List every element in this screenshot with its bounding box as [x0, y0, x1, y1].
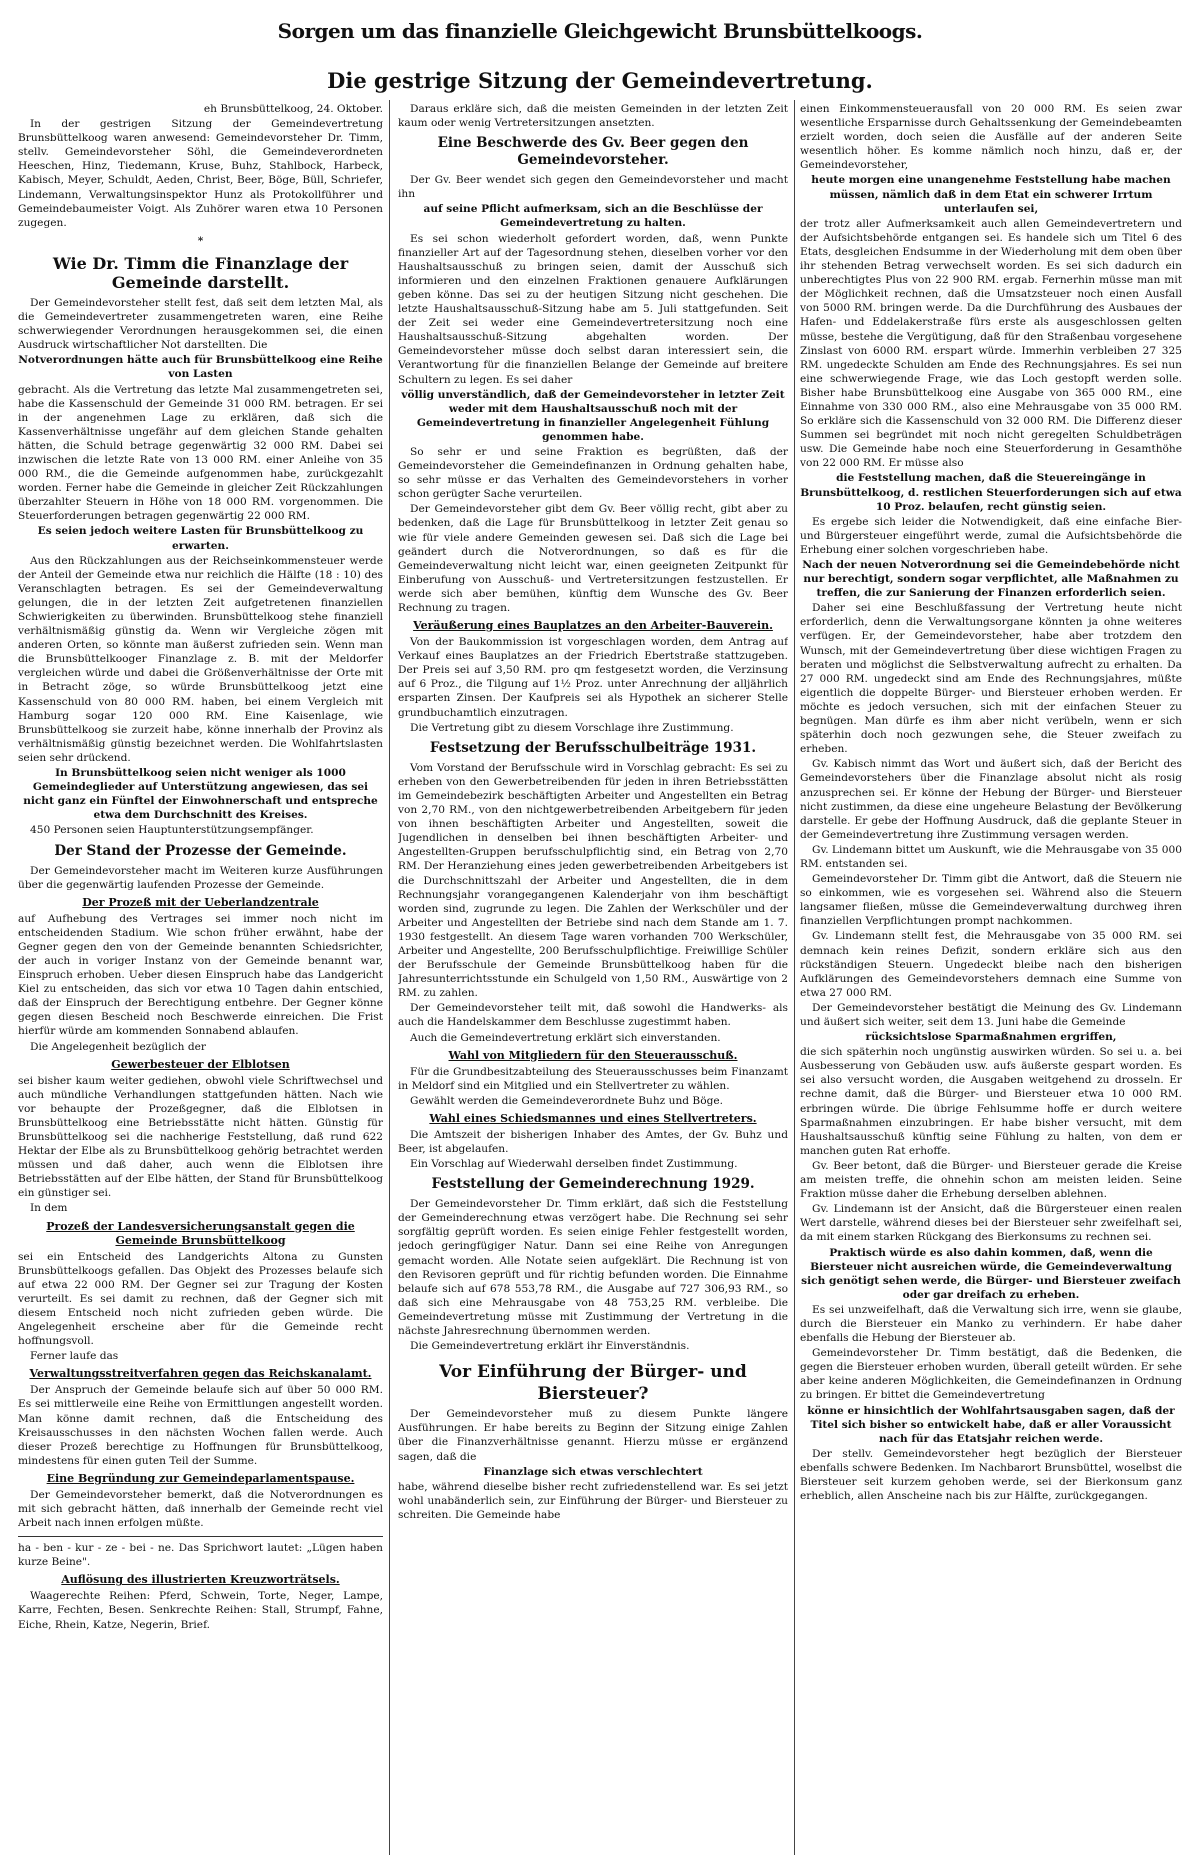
- paragraph: Die Amtszeit der bisherigen Inhaber des Amtes, der Gv. Buhz und Beer, ist abgelaufen.: [398, 1128, 788, 1155]
- bold-subheading: heute morgen eine unangenehme Feststellung habe machen müssen, nämlich daß in dem Etat ein schwerer Irrtum unterlaufen sei,: [811, 174, 1171, 215]
- subheading: Prozeß der Landesversicherungsanstalt gegen die Gemeinde Brunsbüttelkoog: [46, 1219, 355, 1247]
- paragraph: Vom Vorstand der Berufsschule wird in Vorschlag gebracht: Es sei zu erheben von den Gewerbetreibenden für jeden in ihren Betriebsstätten im Gemeindebezirk beschäftigten Arbeiter und Angestellten ein Betrag von 2,70 RM., von den nichtgewerbetreibenden Arbeitgebern für jeden von ihnen beschäftigten Arbeiter und Angestellten, soweit die Jugendlichen in denselben bei ihnen beschäftigten Arbeiter- und Angestellten-Gruppen berufsschulpflichtig sind, ein Betrag von 2,70 RM. Der Heranziehung eines jeden gewerbetreibenden Arbeitgebers ist die Durchschnittszahl der Arbeiter und Angestellten, die in dem Rechnungsjahr vorangegangenen Kalenderjahr von ihm beschäftigt worden sind, zugrunde zu legen. Die Zahlen der Werkschüler und der Arbeiter und Angestellten der Betriebe sind nach dem Stande am 1. 7. 1930 festgestellt. An diesem Tage waren vorhanden 700 Werkschüler, Arbeiter und Angestellte, 200 Berufsschulpflichtige. Freiwillige Schüler der Berufsschule der Gemeinde Brunsbüttelkoog haben für die Jahresunterrichtsstunde ein Schulgeld von 1,50 RM., Auswärtige von 2 RM. zu zahlen.: [398, 761, 788, 1000]
- paragraph: Gv. Kabisch nimmt das Wort und äußert sich, daß der Bericht des Gemeindevorstehers über die Finanzlage absolut nicht als rosig anzusprechen sei. Er könne der Hebung der Bürger- und Biersteuer nicht zustimmen, da diese eine ungeheure Belastung der Bevölkerung darstelle. Er gebe der Hoffnung Ausdruck, daß die geplante Steuer in der Gemeindevertretung ihre Zustimmung versagen werden.: [800, 758, 1182, 841]
- section-heading: Wie Dr. Timm die Finanzlage der Gemeinde darstellt.: [52, 253, 349, 292]
- section-heading: Vor Einführung der Bürger- und Biersteuer?: [439, 1362, 747, 1405]
- paragraph: sei ein Entscheid des Landgerichts Altona zu Gunsten Brunsbüttelkoogs gefallen. Das Objekt des Prozesses belaufe sich auf etwa 22 000 RM. Der Gegner sei zur Tragung der Kosten verurteilt. Es sei damit zu rechnen, daß der Gegner sich mit diesem Entscheid noch nicht zufrieden geben würde. Die Angelegenheit erscheine aber für die Gemeinde recht hoffnungsvoll.: [18, 1250, 383, 1348]
- bold-subheading: In Brunsbüttelkoog seien nicht weniger als 1000 Gemeindeglieder auf Unterstützung angewiesen, das sei nicht ganz ein Fünftel der Einwohnerschaft und entspreche etwa dem Durchschnitt des Kreises.: [23, 767, 378, 822]
- paragraph: Der stellv. Gemeindevorsteher hegt bezüglich der Biersteuer ebenfalls schwere Bedenken. Im Nachbarort Brunsbüttel, woselbst die Biersteuer seit kurzem gehoben werde, sei der Bierkonsum ganz erheblich, allen Anscheine nach bis zur Hälfte, zurückgegangen.: [800, 1447, 1182, 1503]
- paragraph: der trotz aller Aufmerksamkeit auch allen Gemeindevertretern und der Aufsichtsbehörde entgangen sei. Es handele sich um Titel 6 des Etats, desgleichen Endsumme in der Wiederholung mit dem oben über ihr stehenden Betrag verwechselt worden. Es sei sich dadurch ein unberechtigtes Plus von 22 900 RM. ergab. Fernerhin müsse man mit der Möglichkeit rechnen, daß die Umsatzsteuer noch einen Ausfall von 5000 RM. bringen werde. Da die Durchführung des Ausbaues der Hafen- und Eddelakerstraße fürs erste als ausgeschlossen gelten müsse, bestehe die Vergütigung, daß für den Straßenbau vorgesehene Zinslast von 6000 RM. erspart würde. Immerhin verbleiben 27 325 RM. ungedeckte Schulden am Ende des Rechnungsjahres. Es sei nun eine schwerwiegende Frage, wie das Loch gestopft werden solle. Bisher habe Brunsbüttelkoog eine Ausgabe von 365 000 RM., eine Einnahme von 330 000 RM., also eine Mehrausgabe von 35 000 RM. So erkläre sich die Kassenschuld von 32 000 RM. Die Differenz dieser Summen sei begründet mit noch nicht geregelten Schuldbeträgen usw. Die Gemeinde habe noch eine Steuerforderung in Gesamthöhe von 22 000 RM. Er müsse also: [800, 217, 1182, 470]
- paragraph: Die Angelegenheit bezüglich der: [30, 1040, 206, 1053]
- paragraph: Der Anspruch der Gemeinde belaufe sich auf über 50 000 RM. Es sei mittlerweile eine Reihe von Ermittlungen angestellt worden. Man könne damit rechnen, daß die Entscheidung des Kreisausschusses in den nächsten Wochen fallen werde. Auch dieser Prozeß berechtige zu Hoffnungen für Brunsbüttelkoog, mindestens für einen guten Teil der Summe.: [18, 1384, 383, 1467]
- paragraph: Der Gv. Beer wendet sich gegen den Gemeindevorsteher und macht ihn: [398, 174, 788, 201]
- paragraph: Der Gemeindevorsteher teilt mit, daß sowohl die Handwerks- als auch die Handelskammer dem Beschlusse zugestimmt haben.: [398, 1002, 788, 1029]
- subheading: Verwaltungsstreitverfahren gegen das Reichskanalamt.: [29, 1367, 372, 1381]
- paragraph: Waagerechte Reihen: Pferd, Schwein, Torte, Neger, Lampe, Karre, Fechten, Besen. Senkrechte Reihen: Stall, Strumpf, Fahne, Eiche, Rhein, Katze, Negerin, Brief.: [18, 1590, 383, 1631]
- bold-subheading: Es seien jedoch weitere Lasten für Brunsbüttelkoog zu erwarten.: [37, 525, 364, 552]
- bold-subheading: könne er hinsichtlich der Wohlfahrtsausgaben sagen, daß der Titel sich bisher so entwickelt habe, daß er aller Voraussicht nach für das Etatsjahr reichen werde.: [807, 1404, 1175, 1445]
- bold-subheading: völlig unverständlich, daß der Gemeindevorsteher in letzter Zeit weder mit dem Haushaltsausschuß noch mit der Gemeindevertretung in finanzieller Angelegenheit Fühlung genommen habe.: [401, 388, 785, 443]
- paragraph: Gewählt werden die Gemeindeverordnete Buhz und Böge.: [410, 1094, 723, 1107]
- paragraph: Daher sei eine Beschlußfassung der Vertretung heute nicht erforderlich, denn die Verwaltungsorgane könnten ja ohne weiteres verfügen. Er, der Gemeindevorsteher, habe aber trotzdem den Wunsch, mit der Gemeindevertretung über diese wichtigen Fragen zu beraten und möglichst die Selbstverwaltung aufrecht zu erhalten. Da 27 000 RM. ungedeckt sind am Ende des Rechnungsjahres, müßte eigentlich die doppelte Bürger- und Biersteuer erhoben werden. Er möchte es jedoch versuchen, sich mit der einfachen Steuer zu begnügen. Man dürfe es ihm aber nicht verübeln, wenn er sich späterhin doch noch gezwungen sehe, die Steuer zweifach zu erheben.: [800, 602, 1182, 756]
- subheading: Gewerbesteuer der Elblotsen: [111, 1057, 290, 1071]
- column-rule: [389, 100, 390, 1855]
- bold-subheading: die Feststellung machen, daß die Steuereingänge in Brunsbüttelkoog, d. restlichen Steuerforderungen sich auf etwa 10 Proz. belaufen, recht günstig seien.: [800, 472, 1182, 513]
- subheading: Wahl eines Schiedsmannes und eines Stellvertreters.: [429, 1111, 757, 1125]
- paragraph: Die Gemeindevertretung erklärt ihr Einverständnis.: [410, 1340, 690, 1353]
- paragraph: Gemeindevorsteher Dr. Timm bestätigt, daß die Bedenken, die gegen die Biersteuer erhoben wurden, überall geteilt würden. Er sehe aber keine anderen Möglichkeiten, die Gemeindefinanzen in Ordnung zu bringen. Er bittet die Gemeindevertretung: [800, 1347, 1182, 1402]
- paragraph: Ein Vorschlag auf Wiederwahl derselben findet Zustimmung.: [410, 1158, 738, 1171]
- paragraph: Der Gemeindevorsteher gibt dem Gv. Beer völlig recht, gibt aber zu bedenken, daß die Lage für Brunsbüttelkoog in letzter Zeit genau so wie für viele andere Gemeinden gewesen sei. Daß sich die Lage bei geändert durch die Notverordnungen, so daß es für die Gemeindeverwaltung nicht leicht war, einen geeigneten Zeitpunkt für Einberufung von Ausschuß- und Vertretersitzungen festzustellen. Er werde sich aber bemühen, künftig dem Wunsche des Gv. Beer Rechnung zu tragen.: [398, 503, 788, 614]
- paragraph: Ferner laufe das: [30, 1350, 119, 1363]
- puzzle-solution-line: ha - ben - kur - ze - bei - ne. Das Sprichwort lautet: „Lügen haben kurze Beine".: [18, 1542, 383, 1569]
- column-3: [800, 102, 1182, 1857]
- paragraph: Es sei unzweifelhaft, daß die Verwaltung sich irre, wenn sie glaube, durch die Biersteuer ein Manko zu verhindern. Er habe daher ebenfalls die Hebung der Biersteuer ab.: [800, 1303, 1182, 1345]
- paragraph: 450 Personen seien Hauptunterstützungsempfänger.: [30, 824, 314, 837]
- paragraph: In der gestrigen Sitzung der Gemeindevertretung Brunsbüttelkoog waren anwesend: Gemeindevorsteher Dr. Timm, stellv. Gemeindevorsteher Söhl, die Gemeindeverordneten Heeschen, Hinz, Tiedemann, Kruse, Buhz, Stahlbock, Harbeck, Kabisch, Meyer, Schuldt, Aeden, Christ, Beer, Böge, Büll, Schriefer, Lindemann, Verwaltungsinspektor Hunz als Protokollführer und Gemeindebaumeister Voigt. Als Zuhörer waren etwa 10 Personen zugegen.: [18, 118, 383, 229]
- paragraph: Der Gemeindevorsteher Dr. Timm erklärt, daß sich die Feststellung der Gemeinderechnung etwas verzögert habe. Die Rechnung sei sehr sorgfältig geprüft worden. Es seien einige Fehler festgestellt worden, jedoch geringfügiger Natur. Dann sei eine Reihe von Anregungen gemacht worden. Alle Notate seien aufgeklärt. Die Rechnung ist von den Revisoren geprüft und für richtig befunden worden. Die Einnahme belaufe sich auf 678 553,78 RM., die Ausgabe auf 727 306,93 RM., so daß sich eine Mehrausgabe von 48 753,25 RM. verbleibe. Die Gemeindevertretung müsse mit Zustimmung der Vertretung in die nächste Jahresrechnung übernommen werden.: [398, 1198, 788, 1338]
- paragraph: gebracht. Als die Vertretung das letzte Mal zusammengetreten sei, habe die Kassenschuld der Gemeinde 31 000 RM. betragen. Er sei in der angenehmen Lage zu erklären, daß sich die Kassenverhältnisse ungefähr auf dem gleichen Stande gehalten hätten, die Schuld betrage gegenwärtig 32 000 RM. Dabei sei inzwischen die letzte Rate von 13 000 RM. einer Anleihe von 35 000 RM., die die Gemeinde aufgenommen habe, zurückgezahlt worden. Ferner habe die Gemeinde in gleicher Zeit Rückzahlungen überzahlter Steuern in Höhe von 18 000 RM. vorgenommen. Die Steuerforderungen betragen gegenwärtig 22 000 RM.: [18, 383, 383, 523]
- divider: [18, 1536, 383, 1537]
- subheadline: Die gestrige Sitzung der Gemeindevertretung.: [327, 68, 873, 93]
- paragraph: Es ergebe sich leider die Notwendigkeit, daß eine einfache Bier- und Bürgersteuer eingeführt werde, zumal die Aufsichtsbehörde die Erhebung einer solchen vorgeschrieben habe.: [800, 515, 1182, 556]
- paragraph: Es sei schon wiederholt gefordert worden, daß, wenn Punkte finanzieller Art auf der Tagesordnung stehen, dieselben vorher vor den Haushaltsausschuß zu bringen seien, damit der Ausschuß sich informieren und den einzelnen Fraktionen genauere Aufklärungen geben könne. Das sei zu der heutigen Sitzung nicht geschehen. Die letzte Haushaltsausschuß-Sitzung habe am 5. Juli stattgefunden. Seit der Zeit sei weder eine Gemeindevertretersitzung noch eine Haushaltsausschuß-Sitzung abgehalten worden. Der Gemeindevorsteher müsse doch selbst daran interessiert sein, die Verantwortung für die finanziellen Belange der Gemeinde auf breitere Schultern zu legen. Es sei daher: [398, 232, 788, 386]
- column-1: [18, 102, 383, 1857]
- paragraph: sei bisher kaum weiter gediehen, obwohl viele Schriftwechsel und auch mündliche Verhandlungen stattgefunden hätten. Nach wie vor behaupte der Prozeßgegner, daß die Elblotsen in Brunsbüttelkoog eine Betriebsstätte nicht hätten. Günstig für Brunsbüttelkoog sei die nachherige Feststellung, daß rund 622 Hektar der Elbe als zu Brunsbüttelkoog gehörig betrachtet werden müssen und daß daher, auch wenn die Elblotsen ihre Betriebsstätten auf der Elbe hätten, der Stand für Brunsbüttelkoog ein günstiger sei.: [18, 1074, 383, 1200]
- paragraph: Auch die Gemeindevertretung erklärt sich einverstanden.: [410, 1031, 721, 1044]
- section-heading: Feststellung der Gemeinderechnung 1929.: [431, 1176, 755, 1193]
- paragraph: Die Vertretung gibt zu diesem Vorschlage ihre Zustimmung.: [410, 721, 734, 734]
- paragraph: auf Aufhebung des Vertrages sei immer noch nicht im entscheidenden Stadium. Wie schon früher erwähnt, habe der Gegner gegen den von der Gemeinde benannten Schiedsrichter, der auch in voriger Instanz von der Gemeinde benannt war, Einspruch erhoben. Ueber diesen Einspruch habe das Landgericht Kiel zu entscheiden, das sich vor etwa 10 Tagen dahin entschied, daß der Einspruch der Berechtigung entbehre. Der Gegner könne gegen diesen Bescheid noch Beschwerde einreichen. Die Frist hierfür würde am kommenden Sonnabend ablaufen.: [18, 912, 383, 1038]
- subheading: Der Prozeß mit der Ueberlandzentrale: [82, 895, 319, 909]
- bold-subheading: auf seine Pflicht aufmerksam, sich an die Beschlüsse der Gemeindevertretung zu halten.: [423, 203, 763, 230]
- subheading: Eine Begründung zur Gemeindeparlamentspause.: [46, 1471, 355, 1485]
- subheading: Veräußerung eines Bauplatzes an den Arbeiter-Bauverein.: [413, 619, 773, 633]
- section-heading: Festsetzung der Berufsschulbeiträge 1931.: [429, 739, 757, 756]
- bold-subheading: Notverordnungen hätte auch für Brunsbüttelkoog eine Reihe von Lasten: [18, 354, 383, 381]
- bold-subheading: Praktisch würde es also dahin kommen, daß, wenn die Biersteuer nicht ausreichen würde, die Gemeindeverwaltung sich genötigt sehen werde, die Bürger- und Biersteuer zweifach oder gar dreifach zu erheben.: [801, 1246, 1181, 1301]
- column-2: [398, 102, 788, 1857]
- paragraph: Gemeindevorsteher Dr. Timm gibt die Antwort, daß die Steuern nie so einkommen, wie es vorgesehen sei. Während also die Steuern langsamer fließen, müsse die Gemeindeverwaltung durchweg ihren finanziellen Verpflichtungen prompt nachkommen.: [800, 873, 1182, 928]
- paragraph: habe, während dieselbe bisher recht zufriedenstellend war. Es sei jetzt wohl unabänderlich sein, zur Einführung der Bürger- und Biersteuer zu schreiten. Die Gemeinde habe: [398, 1480, 788, 1521]
- bold-subheading: rücksichtslose Sparmaßnahmen ergriffen,: [865, 1031, 1117, 1044]
- subheading: Wahl von Mitgliedern für den Steuerausschuß.: [448, 1048, 738, 1062]
- paragraph: Gv. Lindemann bittet um Auskunft, wie die Mehrausgabe von 35 000 RM. entstanden sei.: [800, 843, 1182, 870]
- column-rule: [794, 100, 795, 1855]
- paragraph: So sehr er und seine Fraktion es begrüßten, daß der Gemeindevorsteher die Gemeindefinanzen in Ordnung gehalten habe, so sehr müsse er das Verhalten des Gemeindevorstehers in vorher schon gerügter Sache verurteilen.: [398, 445, 788, 501]
- section-heading: Der Stand der Prozesse der Gemeinde.: [54, 842, 347, 859]
- paragraph: Der Gemeindevorsteher bemerkt, daß die Notverordnungen es mit sich gebracht hätten, daß innerhalb der Gemeinde recht viel Arbeit nach innen erfolgen müßte.: [18, 1488, 383, 1530]
- subheading: Auflösung des illustrierten Kreuzworträtsels.: [61, 1573, 340, 1587]
- paragraph: Gv. Beer betont, daß die Bürger- und Biersteuer gerade die Kreise am meisten treffe, die ohnehin schon am meisten leiden. Seine Fraktion müsse daher die Erhebung derselben ablehnen.: [800, 1159, 1182, 1201]
- paragraph: Der Gemeindevorsteher bestätigt die Meinung des Gv. Lindemann und äußert sich weiter, seit dem 13. Juni habe die Gemeinde: [800, 1001, 1182, 1028]
- paragraph: Der Gemeindevorsteher stellt fest, daß seit dem letzten Mal, als die Gemeindevertreter zusammengetreten waren, eine Reihe schwerwiegender Verordnungen herausgekommen sei, die einen Ausdruck wirtschaftlicher Not darstellten. Die: [18, 296, 383, 352]
- paragraph: Der Gemeindevorsteher macht im Weiteren kurze Ausführungen über die gegenwärtig laufenden Prozesse der Gemeinde.: [18, 864, 383, 891]
- paragraph: Der Gemeindevorsteher muß zu diesem Punkte längere Ausführungen. Er habe bereits zu Beginn der Sitzung einige Zahlen über die Finanzverhältnisse genannt. Hierzu müsse er ergänzend sagen, daß die: [398, 1408, 788, 1463]
- paragraph: In dem: [30, 1202, 68, 1215]
- paragraph: Aus den Rückzahlungen aus der Reichseinkommensteuer werde der Anteil der Gemeinde etwa nur reichlich die Hälfte (18 : 10) des Veranschlagten betragen. Es sei der Gemeindeverwaltung gelungen, die in der letzten Zeit aufgetretenen finanziellen Schwierigkeiten zu überwinden. Brunsbüttelkoog stehe finanziell verhältnismäßig günstig da. Wenn wir Vergleiche zögen mit anderen Orten, so könnte man äußerst zufrieden sein. Wenn man die Brunsbüttelkooger Finanzlage z. B. mit der Meldorfer vergleichen würde und dabei die Größenverhältnisse der Orte mit in Betracht zöge, so würde Brunsbüttelkoog jetzt eine Kassenschuld von 80 000 RM. haben, bei einem Vergleich mit Hamburg sogar 120 000 RM. Eine Kaisenlage, wie Brunsbüttelkoog sie zurzeit habe, könne innerhalb der Provinz als verhältnismäßig günstig bezeichnet werden. Die Wohlfahrtslasten seien sehr drückend.: [18, 554, 383, 764]
- separator: *: [197, 234, 204, 247]
- headline: Sorgen um das finanzielle Gleichgewicht Brunsbüttelkoogs.: [277, 19, 923, 43]
- paragraph: Gv. Lindemann stellt fest, die Mehrausgabe von 35 000 RM. sei demnach kein reines Defizit, sondern erkläre sich aus den rückständigen Steuern. Ungedeckt bleibe nach den bisherigen Aufklärungen des Gemeindevorstehers demnach eine Summe von etwa 27 000 RM.: [800, 930, 1182, 999]
- paragraph: Von der Baukommission ist vorgeschlagen worden, dem Antrag auf Verkauf eines Bauplatzes an der Friedrich Ebertstraße stattzugeben. Der Preis sei auf 3,50 RM. pro qm festgesetzt worden, die Verzinsung auf 6 Proz., die Tilgung auf 1½ Proz. unter Anrechnung der alljährlich ersparten Zinsen. Der Kaufpreis sei als Hypothek an sicherer Stelle grundbuchamtlich einzutragen.: [398, 636, 788, 719]
- paragraph: die sich späterhin noch ungünstig auswirken würden. So sei u. a. bei Ausbesserung von Gebäuden usw. aufs äußerste gespart worden. Es sei also versucht worden, die Ausgaben weitgehend zu drosseln. Er rechne damit, daß die Bürger- und Biersteuer etwa 10 000 RM. erbringen würde. Die übrige Fehlsumme hoffe er durch weitere Sparmaßnahmen einzubringen. Er habe bisher versucht, mit dem Haushaltsausschuß künftig seine Fühlung zu halten, von dem er manchen guten Rat erhoffe.: [800, 1046, 1182, 1157]
- paragraph: Für die Grundbesitzabteilung des Steuerausschusses beim Finanzamt in Meldorf sind ein Mitglied und ein Stellvertreter zu wählen.: [398, 1065, 788, 1092]
- dateline: eh Brunsbüttelkoog, 24. Oktober.: [203, 103, 383, 115]
- paragraph: Daraus erkläre sich, daß die meisten Gemeinden in der letzten Zeit kaum oder wenig Vertretersitzungen ansetzten.: [398, 103, 788, 130]
- paragraph: Gv. Lindemann ist der Ansicht, daß die Bürgersteuer einen realen Wert darstelle, während dieses bei der Biersteuer sehr zweifelhaft sei, da mit einem starken Rückgang des Bierkonsums zu rechnen sei.: [800, 1203, 1182, 1244]
- section-heading: Eine Beschwerde des Gv. Beer gegen den Gemeindevorsteher.: [437, 135, 749, 169]
- bold-subheading: Nach der neuen Notverordnung sei die Gemeindebehörde nicht nur berechtigt, sondern sogar verpflichtet, alle Maßnahmen zu treffen, die zur Sanierung der Finanzen erforderlich seien.: [802, 559, 1180, 600]
- paragraph: einen Einkommensteuerausfall von 20 000 RM. Es seien zwar wesentliche Ersparnisse durch Gehaltssenkung der Gemeindebeamten erzielt worden, doch seien die Ausfälle auf der anderen Seite wesentlich höher. Es komme nämlich noch hinzu, daß er, der Gemeindevorsteher,: [800, 103, 1182, 172]
- bold-subheading: Finanzlage sich etwas verschlechtert: [483, 1465, 703, 1478]
